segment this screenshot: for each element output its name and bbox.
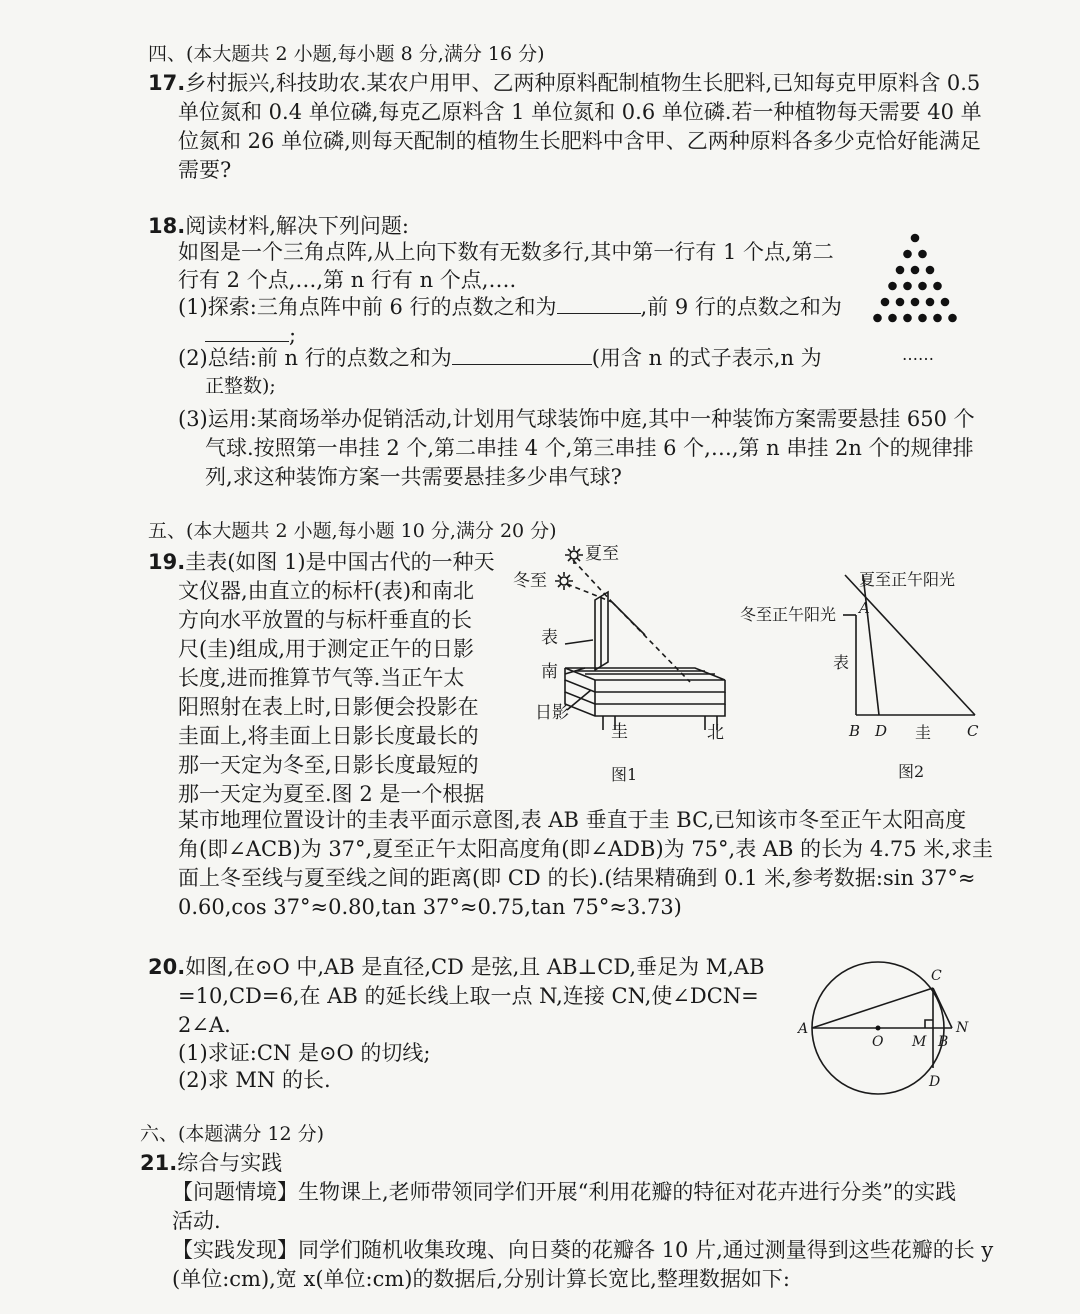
q19-line-4: 尺(圭)组成,用于测定正午的日影	[178, 637, 475, 661]
q19-line-8: 那一天定为冬至,日影长度最短的	[178, 753, 479, 777]
q20-line-1: 20.如图,在⊙O 中,AB 是直径,CD 是弦,且 AB⊥CD,垂足为 M,AB	[148, 955, 765, 979]
lattice-dot	[903, 250, 912, 259]
lattice-dot	[911, 266, 920, 275]
q18-part-3-line-3: 列,求这种装饰方案一共需要悬挂多少串气球?	[205, 465, 622, 489]
triangle-dot-lattice	[860, 228, 970, 368]
lattice-dot	[881, 298, 890, 307]
sun-icon	[560, 577, 568, 585]
sun-icon	[570, 551, 578, 559]
answer-blank[interactable]	[452, 344, 592, 365]
lattice-dot	[933, 314, 942, 323]
q19-line-11: 角(即∠ACB)为 37°,夏至正午太阳高度角(即∠ADB)为 75°,表 AB 的长为 4.75 米,求圭	[178, 837, 993, 861]
q17-number: 17.	[148, 71, 186, 95]
q18-part-3-line-1: (3)运用:某商场举办促销活动,计划用气球装饰中庭,其中一种装饰方案需要悬挂 650 个	[178, 407, 975, 431]
q17-line-2: 单位氮和 0.4 单位磷,每克乙原料含 1 单位氮和 0.6 单位磷.若一种植物每天需要 40 单	[178, 100, 982, 124]
lattice-dot	[948, 314, 957, 323]
q19-line-3: 方向水平放置的与标杆垂直的长	[178, 608, 472, 632]
figure-1-guibiao	[505, 540, 745, 790]
q17-line-1: 17.乡村振兴,科技助农.某农户用甲、乙两种原料配制植物生长肥料,已知每克甲原料含 0.5	[148, 71, 981, 95]
q20-line-2: =10,CD=6,在 AB 的延长线上取一点 N,连接 CN,使∠DCN=	[178, 984, 759, 1008]
q19-line-1: 19.圭表(如图 1)是中国古代的一种天	[148, 550, 495, 574]
q18-part-1: (1)探索:三角点阵中前 6 行的点数之和为 ,前 9 行的点数之和为	[178, 295, 842, 319]
section-6-heading: 六、(本题满分 12 分)	[140, 1123, 325, 1145]
q17-line-4: 需要?	[178, 158, 232, 182]
q19-line-2: 文仪器,由直立的标杆(表)和南北	[178, 579, 475, 603]
summer-sun-line	[863, 575, 879, 715]
q19-line-9: 那一天定为夏至.图 2 是一个根据	[178, 782, 485, 806]
lattice-dots	[873, 234, 957, 323]
q18-line-2: 行有 2 个点,…,第 n 行有 n 个点,….	[178, 268, 517, 292]
label-D: D	[929, 1074, 941, 1090]
q19-line-7: 圭面上,将圭面上日影长度最长的	[178, 724, 479, 748]
label-xiazhi: 夏至	[585, 544, 619, 564]
q19-line-12: 面上冬至线与夏至线之间的距离(即 CD 的长).(结果精确到 0.1 米,参考数据:sin 37°≈	[178, 866, 976, 890]
right-angle-mark	[925, 1020, 933, 1028]
line-AC	[812, 988, 933, 1028]
q21-line-1: 【问题情境】生物课上,老师带领同学们开展“利用花瓣的特征对花卉进行分类”的实践	[172, 1180, 957, 1204]
label-bei: 北	[707, 723, 724, 743]
lattice-dot	[918, 282, 927, 291]
q18-part-1-cont: ;	[205, 321, 296, 349]
label-riying: 日影	[535, 703, 569, 723]
q18-part-2-cont: 正整数);	[205, 375, 276, 397]
lattice-dot	[911, 234, 920, 243]
label-point-C: C	[967, 722, 979, 740]
lattice-dot	[911, 298, 920, 307]
label-B: B	[938, 1034, 949, 1050]
lattice-dot	[918, 250, 927, 259]
figure-2-plane-diagram	[735, 565, 985, 790]
lattice-dot	[926, 298, 935, 307]
label-point-B: B	[849, 722, 861, 740]
q18-number: 18.	[148, 214, 186, 238]
winter-sun-line	[845, 575, 975, 715]
q19-line-10: 某市地理位置设计的圭表平面示意图,表 AB 垂直于圭 BC,已知该市冬至正午太阳高度	[178, 808, 967, 832]
q20-part-2: (2)求 MN 的长.	[178, 1068, 331, 1092]
q18-line-1: 如图是一个三角点阵,从上向下数有无数多行,其中第一行有 1 个点,第二	[178, 240, 834, 264]
q20-number: 20.	[148, 955, 186, 979]
label-N: N	[956, 1020, 969, 1036]
q18-part-3-line-2: 气球.按照第一串挂 2 个,第二串挂 4 个,第三串挂 6 个,…,第 n 串挂 2n 个的规律排	[205, 436, 974, 460]
q19-line-5: 长度,进而推算节气等.当正午太	[178, 666, 465, 690]
label-M: M	[912, 1034, 927, 1050]
label-C: C	[931, 968, 942, 984]
label-point-A: A	[859, 599, 870, 617]
lattice-dot	[903, 282, 912, 291]
q19-number: 19.	[148, 550, 186, 574]
summer-sun-ray	[573, 560, 612, 602]
q19-line-6: 阳照射在表上时,日影便会投影在	[178, 695, 479, 719]
circle-figure	[790, 955, 990, 1095]
lattice-dot	[873, 314, 882, 323]
q21-line-2: 活动.	[172, 1209, 221, 1233]
section-5-heading: 五、(本大题共 2 小题,每小题 10 分,满分 20 分)	[148, 520, 557, 542]
q21-line-4: (单位:cm),宽 x(单位:cm)的数据后,分别计算长宽比,整理数据如下:	[172, 1267, 790, 1291]
figure-2-caption: 图2	[898, 762, 925, 781]
sun-rays	[555, 572, 573, 590]
q21-title: 21.综合与实践	[140, 1151, 283, 1175]
label-nan: 南	[541, 662, 558, 682]
q17-line-3: 位氮和 26 单位磷,则每天配制的植物生长肥料中含甲、乙两种原料各多少克恰好能满足	[178, 129, 981, 153]
q21-number: 21.	[140, 1151, 178, 1175]
lattice-dot	[896, 266, 905, 275]
q21-line-3: 【实践发现】同学们随机收集玫瑰、向日葵的花瓣各 10 片,通过测量得到这些花瓣的长 y	[172, 1238, 994, 1262]
lattice-dot	[888, 282, 897, 291]
summer-shadow-ray	[612, 602, 645, 635]
label-A: A	[798, 1021, 809, 1037]
section-4-heading: 四、(本大题共 2 小题,每小题 8 分,满分 16 分)	[148, 43, 545, 65]
lattice-dot	[941, 298, 950, 307]
lattice-dot	[926, 266, 935, 275]
lattice-dot	[903, 314, 912, 323]
figure-1-caption: 图1	[611, 765, 638, 784]
label-summer-light: 夏至正午阳光	[859, 570, 956, 589]
label-gui: 圭	[611, 722, 628, 742]
label-winter-light: 冬至正午阳光	[740, 605, 837, 624]
q18-intro: 18.阅读材料,解决下列问题:	[148, 214, 409, 238]
q18-part-2: (2)总结:前 n 行的点数之和为 (用含 n 的式子表示,n 为	[178, 346, 822, 370]
lattice-dot	[896, 298, 905, 307]
label-O: O	[872, 1034, 884, 1050]
q19-line-13: 0.60,cos 37°≈0.80,tan 37°≈0.75,tan 75°≈3.73)	[178, 895, 682, 919]
answer-blank[interactable]	[557, 293, 641, 314]
lattice-dot	[918, 314, 927, 323]
label-biao: 表	[541, 628, 558, 648]
center-dot	[876, 1026, 881, 1031]
lattice-dot	[933, 282, 942, 291]
q20-part-1: (1)求证:CN 是⊙O 的切线;	[178, 1041, 431, 1065]
line-CN	[933, 988, 952, 1028]
label-biao: 表	[833, 653, 850, 672]
label-dongzhi: 冬至	[513, 571, 547, 591]
lattice-dot	[888, 314, 897, 323]
label-gui: 圭	[915, 723, 932, 742]
answer-blank[interactable]	[205, 321, 289, 342]
lattice-ellipsis: ……	[902, 345, 934, 364]
label-point-D: D	[875, 722, 888, 740]
q20-line-3: 2∠A.	[178, 1013, 231, 1037]
